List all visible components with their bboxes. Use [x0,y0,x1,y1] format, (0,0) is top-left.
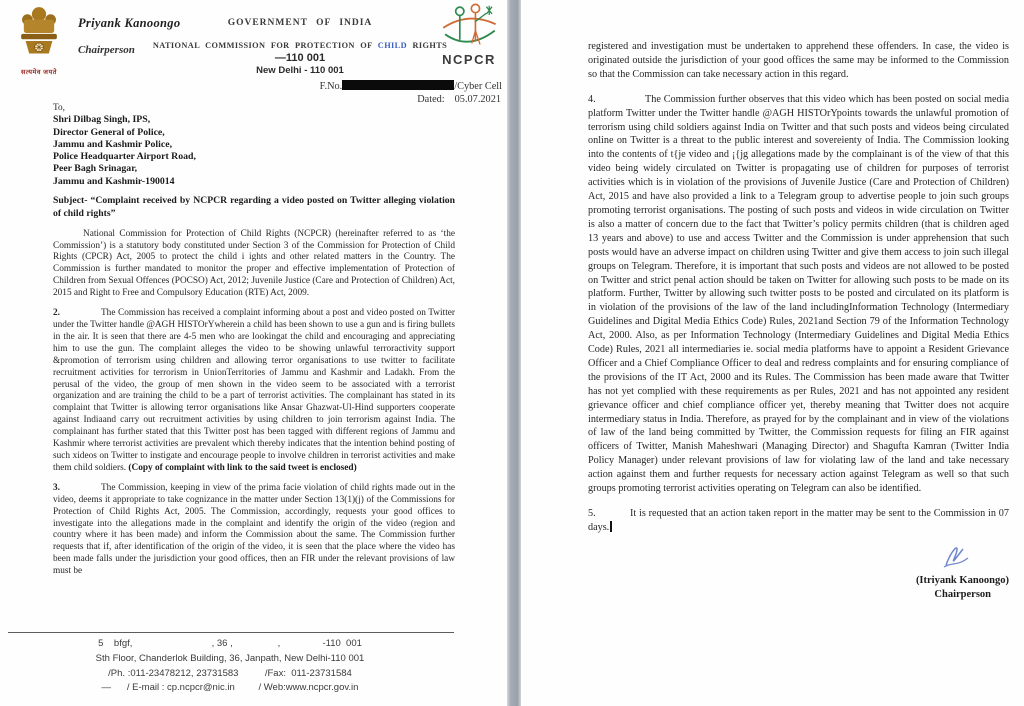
paragraph-text: It is requested that an action taken report in the matter may be sent to the Commission in 07 days. [588,508,1009,533]
city-line: New Delhi - 110 001 [256,65,344,76]
recipient-line: Jammu and Kashmir Police, [53,138,173,150]
page-divider [507,0,521,706]
government-of-india-line: GOVERNMENT OF INDIA [227,18,373,28]
body-paragraph-4 [588,93,1009,496]
paragraph-text: The Commission, keeping in view of the prima facie violation of child rights made out in the video, deems it appropriate to take cognizance in the matter under Section 13(1)(j) of the Commissions for Protection of Child Rights Act, 2005. The Commission, accordingly, requests your good offices to investigate into the allegations made in the complaint and identify the origin of the video (region and country where it has been made) and inform the Commission about the same. The Commission further requests that if, after identification of the origin of the video, it is seen that the place where the video has been made falls under the jurisdiction your good offices, then an FIR under the relevant provisions of law must be [53,482,455,577]
ashoka-emblem-icon [14,4,64,62]
dated-value: 05.07.2021 [454,94,501,105]
commission-name-line [150,41,450,50]
ncpcr-logo [436,3,502,67]
paragraph-number: 4. [588,93,596,105]
signatory-title: Chairperson [934,588,991,600]
ncpcr-logo-icon [438,3,500,49]
recipient-line: Director General of Police, [53,126,165,138]
signature-icon [941,541,971,574]
continuation-paragraph [588,40,1009,82]
commission-name-pre: NATIONAL COMMISSION FOR PROTECTION OF [152,41,378,50]
paragraph-number: 5. [588,508,596,519]
letterhead-center [150,18,450,76]
recipient-line: Shri Dilbag Singh, IPS, [53,114,151,126]
recipient-line: Peer Bagh Srinagar, [53,163,138,175]
emblem-motto: सत्यमेव जयते [21,69,57,76]
footer-address-line: Sth Floor, Chanderlok Building, 36, Janpath, New Delhi-110 001 [95,652,365,664]
recipient-line: Jammu and Kashmir-190014 [53,175,175,187]
recipient-block [53,102,455,188]
paragraph-text: The Commission further observes that this video which has been posted on social media platform Twitter under the Twitter handle @AGH HISTOrYpoints towards the unlawful promotion of terrorism using child soldiers against India on Twitter and that such posts and videos being circulated online on Twitter is a threat to the public interest and sovereienty of India. The Commission looking into the contents of t{je video and ¡{jg allegations made by the complainant is of the view of that this video being widely circulated on Twitter is propagating use of children for purposes of terrorist activities which is in violation of the provisions of Juvenile Justice (Care and Protection of Children) Act, 2015 and have also provided a link to a Telegram group to advertise people to join such groups promoting terrorist organisations. The posting of such posts and videos in wide circulation on Twitter is also a matter of concern due to the fact that Twitter’s policy permits children (that is children aged 13 years and above) to use and access Twitter and the Commission is under apprehension that such posts would have an adverse impact on children using Twitter and give them access to join such illegal groups on Telegram. Therefore, it is important that such posts and videos are not allowed to be posted on Twitter and strict penal action should be taken on Twitter for allowing such posts to be made on its platform. Further, Twitter by allowing such twitter posts to be posted and circulated on its platform is in violation of the provisions of the law of the land includingInformation Technology (Intermediary Guidelines and Digital Media Ethics Code) Rules, 2021and Section 79 of the Information Technology Act, 2000. Also, as per Information Technology (Intermediary Guidelines and Digital Media Ethics Code) Rules, 2021 all intermediaries ie. social media platforms have to appoint a Resident Grievance Officer and a Chief Compliance Officer to deal and redress complaints and for ensuring compliance of the provisions of the IT Act, 2000 and its Rules. The Commission has been made aware that Twitter has not yet complied with these requirements as per Rules, 2021 and has not appointed any resident grievance officer and chief compliance officer yet, thereby meaning that Twitter does not acquire intermediary status in India. Therefore, as prayed for by the complainant and in view of the violations of law of the land being committed by Twitter, the Commission requests for filing an FIR against officers of Twitter, Manish Maheshwari (Managing Director) and Shagufta Kamran (Twitter India Policy Manager) under relevant provisions of law for violating law of the land and take necessary action against them and further requests for necessary action against Telegram as well so that such groups promoting terrorist activities operating on Telegram can also be identified. [588,93,1009,495]
body-paragraph-1 [53,229,455,300]
footer-phone-fax-line: /Ph. :011-23478212, 23731583 /Fax: 011-23731584 [108,667,352,679]
ncpcr-logo-text: NCPCR [442,52,496,67]
page-1 [0,0,507,706]
enclosure-note: (Copy of complaint with link to the said tweet is enclosed) [128,462,357,473]
signatory-name: (Itriyank Kanoongo) [915,574,1009,586]
paragraph-number: 2. [53,308,60,319]
file-number-line [320,80,502,92]
commission-name-post: RIGHTS [407,41,448,50]
letter-body-page2 [588,40,1009,602]
signature-block [588,541,1009,602]
paragraph-text: registered and investigation must be undertaken to apprehend these offenders. In case, the video is originated outside the jurisdiction of your good offices the same may be informed to the Commission so that the Commission can take necessary action in this regard. [588,41,1009,80]
footer-garbled-line: 5 bfgf, , 36 , , -110 001 [98,638,362,649]
text-cursor [610,521,612,532]
national-emblem [10,4,68,76]
pin-code-line: —110 001 [274,52,326,64]
file-number-prefix: F.No. [319,81,343,92]
paragraph-number: 3. [53,482,60,493]
body-paragraph-2 [53,308,455,475]
footer-rule [8,632,454,633]
footer-email-web-line: — / E-mail : cp.ncpcr@nic.in / Web:www.ncpcr.gov.in [101,682,359,694]
body-paragraph-5 [588,507,1009,535]
subject-line: Subject- “Complaint received by NCPCR regarding a video posted on Twitter alleging violation of child rights” [53,195,455,219]
redaction-box [342,80,454,90]
paragraph-text: The Commission has received a complaint informing about a post and video posted on Twitter under the Twitter handle @AGH HISTOrYwherein a child has been shown to use a gun and is firing bullets in the air. It is seen that there are 4-5 men who are lookingat the child and encouraging and appreciating him to use the gun. The complaint alleges the video to be showing unlawful terroractivity support &promotion of terrorism using children and allowing terror organisations to use twitter to facilitate recruitment activities for terrorism in UnionTerritories of Jammu and Kashmir and Ladakh. From the perusal of the video, the group of men shown in the video seem to be associated with a terrorist organization and are training the child to be a part of terrorist activities. The complainant has stated in its complaint that Twitter is allowing terror organisations like Ansar Ghazwat-Ul-Hind supporters cooperate against Indiaand carry out recruitment activities by using children to join terrorism against India. The complainant has further stated that this Twitter post has been tagged with different regions of Jammu and Kashmir where terrorist activities are prevalent which thereby indicates that the intention behind posting of such xideos on Twitter to instigate and encourage people to involve children in terrorist activities and make them child soldiers. [53,308,455,473]
dated-label: Dated: [417,94,445,105]
file-number-suffix: /Cyber Cell [454,81,502,92]
commission-name-child: CHILD [377,41,407,50]
chairperson-name: Priyank Kanoongo [78,16,181,30]
body-paragraph-3 [53,483,455,578]
letterhead-footer [0,637,460,696]
chairperson-title: Chairperson [78,44,135,56]
page-2 [521,0,1024,706]
paragraph-text: National Commission for Protection of Child Rights (NCPCR) (hereinafter referred to as ‘the Commission’) is a statutory body constituted under Section 3 of the Commission for Protection of Child Rights (CPCR) Act, 2005 to protect the child i ights and other related matters in the Country. The Commission is further mandated to monitor the proper and effective implementation of Protection of Children from Sexual Offences (POCSO) Act, 2012; Juvenile Justice (Care and Protection of Children) Act, 2015 and Right to Free and Compulsory Education (RTE) Act, 2009. [53,228,455,299]
letter-body-page1 [53,102,455,578]
salutation: To, [53,103,66,113]
recipient-line: Police Headquarter Airport Road, [53,151,196,163]
